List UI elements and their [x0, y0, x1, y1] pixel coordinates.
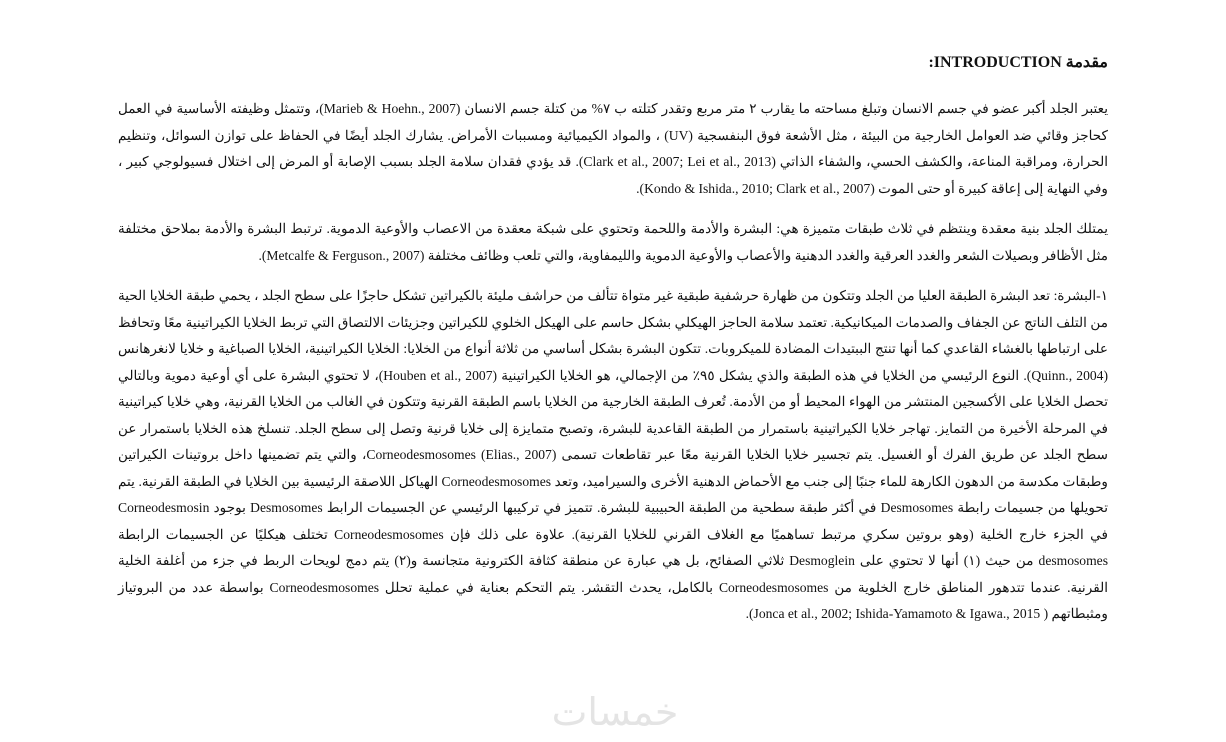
- document-body: [118, 96, 1108, 642]
- paragraph-epidermis: ١-البشرة: تعد البشرة الطبقة العليا من الجلد وتتكون من ظهارة حرشفية طبقية غير متواة تتألف من حراشف مليئة بالكيراتين تشكل حاجزًا على سطح الجلد ، يحمي طبقة الخلايا الحية من التلف الناتج عن الجفاف والصدمات الميكانيكية. تعتمد سلامة الحاجز الهيكلي بشكل حاسم على الهيكل الخلوي للكيراتين وجزيئات الالتصاق التي تربط الخلايا الكيراتينية معًا وتحافظ على ارتباطها بالغشاء القاعدي كما أنها تنتج الببتيدات المضادة للميكروبات. تتكون البشرة بشكل أساسي من ثلاثة أنواع من الخلايا: الخلايا الكيراتينية، الخلايا الصباغية و خلايا لانغرهانس (Quinn., 2004). النوع الرئيسي من الخلايا في هذه الطبقة والذي يشكل ٩٥٪ من الإجمالي، هو الخلايا الكيراتينية (Houben et al., 2007)، لا تحتوي البشرة على أي أوعية دموية وبالتالي تحصل الخلايا على الأكسجين المنتشر من الهواء المحيط أو من الأدمة. تُعرف الطبقة الخارجية من الخلايا باسم الطبقة القرنية وتتكون في الغالب من الخلايا القرنية، وهي خلايا كيراتينية في المرحلة الأخيرة من التمايز. تهاجر خلايا الكيراتينية باستمرار من الطبقة القاعدية للبشرة، وتصبح متمايزة إلى خلايا قرنية وتصل إلى سطح الجلد. تنسلخ هذه الخلايا باستمرار عن سطح الجلد عن طريق الفرك أو الغسيل. يتم تجسير خلايا الخلايا القرنية معًا عبر تقاطعات تسمى Corneodesmosomes (Elias., 2007)، والتي يتم تضمينها داخل بروتينات الكيراتين وطبقات مكدسة من الدهون الكارهة للماء جنبًا إلى جنب مع الأحماض الدهنية الأخرى والسيراميد، وتعد Corneodesmosomes الهياكل اللاصقة الرئيسية بين الخلايا في الطبقة القرنية. يتم تحويلها من جسيمات رابطة Desmosomes في أكثر طبقة سطحية من الطبقة الحبيبية للبشرة. تتميز في تركيبها الرئيسي عن الجسيمات الرابط Desmosomes بوجود Corneodesmosin في الجزء خارج الخلية (وهو بروتين سكري مرتبط تساهميًا مع الغلاف القرني للخلايا القرنية). علاوة على ذلك فإن Corneodesmosomes تختلف هيكليًا عن الجسيمات الرابطة desmosomes من حيث (١) أنها لا تحتوي على Desmoglein ثلاثي الصفائح، بل هي عبارة عن منطقة كثافة الكترونية متجانسة و(٢) يتم دمج لويحات الربط في جزء من أغلفة الخلية القرنية. عندما تتدهور المناطق خارج الخلوية من Corneodesmosomes بالكامل، يحدث التقشر. يتم التحكم بعناية في عملية تحلل Corneodesmosomes بواسطة عدد من البروتياز ومثبطاتهم ( Jonca et al., 2002; Ishida-Yamamoto & Igawa., 2015).: [118, 288, 1109, 621]
- watermark-logo: خمسات: [551, 690, 679, 734]
- paragraph-skin-layers: يمتلك الجلد بنية معقدة وينتظم في ثلاث طبقات متميزة هي: البشرة والأدمة واللحمة وتحتوي على شبكة معقدة من الاعصاب والأوعية الدموية. ترتبط البشرة والأدمة بملاحق مختلفة مثل الأظافر وبصيلات الشعر والغدد العرقية والغدد الدهنية والأعصاب والأوعية الدموية والليمفاوية، والتي تلعب وظائف مختلفة (Metcalfe & Ferguson., 2007).: [118, 221, 1108, 263]
- section-heading: مقدمة INTRODUCTION:: [928, 54, 1108, 71]
- paragraph-skin-overview: يعتبر الجلد أكبر عضو في جسم الانسان وتبلغ مساحته ما يقارب ٢ متر مربع وتقدر كتلته ب ٧% من كتلة جسم الانسان (Marieb & Hoehn., 2007)، وتتمثل وظيفته الأساسية في العمل كحاجز وقائي ضد العوامل الخارجية من البيئة ، مثل الأشعة فوق البنفسجية (UV) ، والمواد الكيميائية ومسببات الأمراض. يشارك الجلد أيضًا في الحفاظ على توازن السوائل، وتنظيم الحرارة، ومراقبة المناعة، والكشف الحسي، والشفاء الذاتي (Clark et al., 2007; Lei et al., 2013). قد يؤدي فقدان سلامة الجلد بسبب الإصابة أو المرض إلى اختلال فسيولوجي كبير ، وفي النهاية إلى إعاقة كبيرة أو حتى الموت (Kondo & Ishida., 2010; Clark et al., 2007).: [118, 101, 1109, 196]
